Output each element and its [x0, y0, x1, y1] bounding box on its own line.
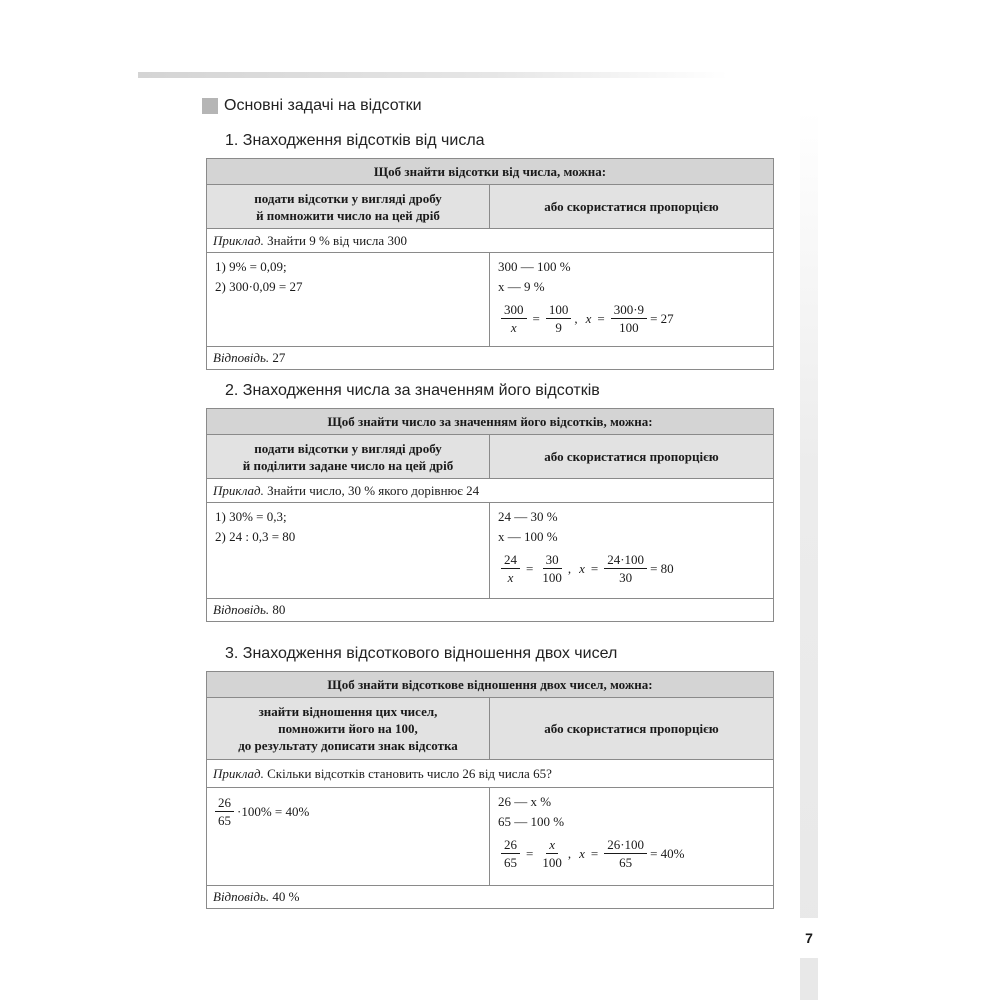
example-text: Скільки відсотків становить число 26 від числа 65? [263, 766, 552, 781]
answer-label: Відповідь. [213, 602, 270, 617]
fraction: $\frac{x}{100}$ [542, 837, 562, 870]
solution-step: 2) 24 : 0,3 = 80 [215, 529, 296, 544]
answer-row [207, 886, 773, 908]
method-columns [207, 185, 773, 229]
method-left [207, 185, 490, 228]
method-left [207, 698, 490, 759]
fraction: $\frac{300}{x}$ [501, 301, 527, 336]
answer-value: 80 [269, 602, 286, 617]
example-row [207, 479, 773, 503]
method-left-line: помножити його на 100, [278, 721, 418, 736]
method-columns [207, 435, 773, 479]
solution-left [207, 503, 490, 598]
solution-left [207, 788, 490, 885]
solution-right [490, 503, 773, 598]
answer-value: 40 % [269, 889, 300, 904]
proportion-equation: $\frac{300}{x}$ = $\frac{100}{9}$ , x = $\frac{300\cdot 9}{100}$ = 27 [498, 301, 765, 336]
section-1-title: 1. Знаходження відсотків від числа [225, 132, 485, 149]
method-left-line: й поділити задане число на цей дріб [242, 457, 454, 473]
fraction: $\frac{26\cdot 100}{65}$ [604, 836, 647, 871]
method-left-line: й помножити число на цей дріб [256, 207, 440, 223]
answer-label: Відповідь. [213, 889, 270, 904]
method-left-line: подати відсотки у вигляді дробу [254, 440, 442, 456]
section-1-table [206, 158, 774, 370]
proportion-line: x — 100 % [498, 529, 558, 544]
method-left-line: знайти відношення цих чисел, [258, 704, 438, 719]
proportion-equation: $\frac{24}{x}$ = $\frac{30}{100}$ , x = $\frac{24\cdot 100}{30}$ = 80 [498, 551, 765, 586]
solution-left [207, 253, 490, 346]
solution-step: 1) 9% = 0,09; [215, 259, 287, 274]
proportion-line: 300 — 100 % [498, 259, 571, 274]
example-text: Знайти 9 % від числа 300 [263, 233, 407, 248]
answer-value: 27 [269, 350, 286, 365]
solution-step: 1) 30% = 0,3; [215, 509, 287, 524]
ratio-equation: $\frac{26}{65}$ ·100% = 40% [215, 794, 481, 829]
fraction: $\frac{300\cdot 9}{100}$ [611, 301, 647, 336]
example-text: Знайти число, 30 % якого дорівнює 24 [263, 483, 480, 498]
section-3-title: 3. Знаходження відсоткового відношення двох чисел [225, 645, 618, 662]
table-header: Щоб знайти відсоткове відношення двох чисел, можна: [207, 672, 773, 698]
page-number: 7 [800, 918, 818, 958]
method-right: або скористатися пропорцією [544, 449, 719, 464]
solution-right [490, 788, 773, 885]
square-marker-icon [202, 98, 218, 114]
solution-row [207, 788, 773, 886]
fraction: $\frac{24\cdot 100}{30}$ [604, 551, 647, 586]
solution-right [490, 253, 773, 346]
proportion-line: 26 — x % [498, 794, 552, 809]
section-3-table [206, 671, 774, 909]
proportion-equation: $\frac{26}{65}$ = $\frac{x}{100}$ , x = $\frac{26\cdot 100}{65}$ = 40% [498, 836, 765, 871]
example-label: Приклад. [213, 483, 264, 498]
proportion-line: 24 — 30 % [498, 509, 558, 524]
top-rule [138, 72, 728, 78]
section-2-title: 2. Знаходження числа за значенням його відсотків [225, 382, 600, 399]
fraction: $\frac{26}{65}$ [501, 836, 520, 871]
solution-step: 2) 300·0,09 = 27 [215, 279, 303, 294]
table-header: Щоб знайти відсотки від числа, можна: [207, 159, 773, 185]
answer-label: Відповідь. [213, 350, 270, 365]
page-edge-strip [800, 110, 818, 1000]
fraction: $\frac{26}{65}$ [215, 794, 234, 829]
solution-row [207, 253, 773, 347]
proportion-line: x — 9 % [498, 279, 545, 294]
method-left-line: подати відсотки у вигляді дробу [254, 190, 442, 206]
main-title [202, 97, 422, 115]
solution-row [207, 503, 773, 599]
main-title-text: Основні задачі на відсотки [224, 97, 422, 114]
method-right: або скористатися пропорцією [544, 199, 719, 214]
example-row [207, 760, 773, 788]
answer-row [207, 599, 773, 621]
table-header: Щоб знайти число за значенням його відсотків, можна: [207, 409, 773, 435]
method-left [207, 435, 490, 478]
example-label: Приклад. [213, 233, 264, 248]
answer-row [207, 347, 773, 369]
fraction: $\frac{30}{100}$ [542, 552, 562, 585]
proportion-line: 65 — 100 % [498, 814, 565, 829]
method-right: або скористатися пропорцією [544, 721, 719, 736]
section-2-table [206, 408, 774, 622]
example-row [207, 229, 773, 253]
method-left-line: до результату дописати знак відсотка [238, 738, 458, 753]
fraction: $\frac{100}{9}$ [546, 301, 572, 336]
example-label: Приклад. [213, 766, 264, 781]
method-columns [207, 698, 773, 760]
fraction: $\frac{24}{x}$ [501, 551, 520, 586]
